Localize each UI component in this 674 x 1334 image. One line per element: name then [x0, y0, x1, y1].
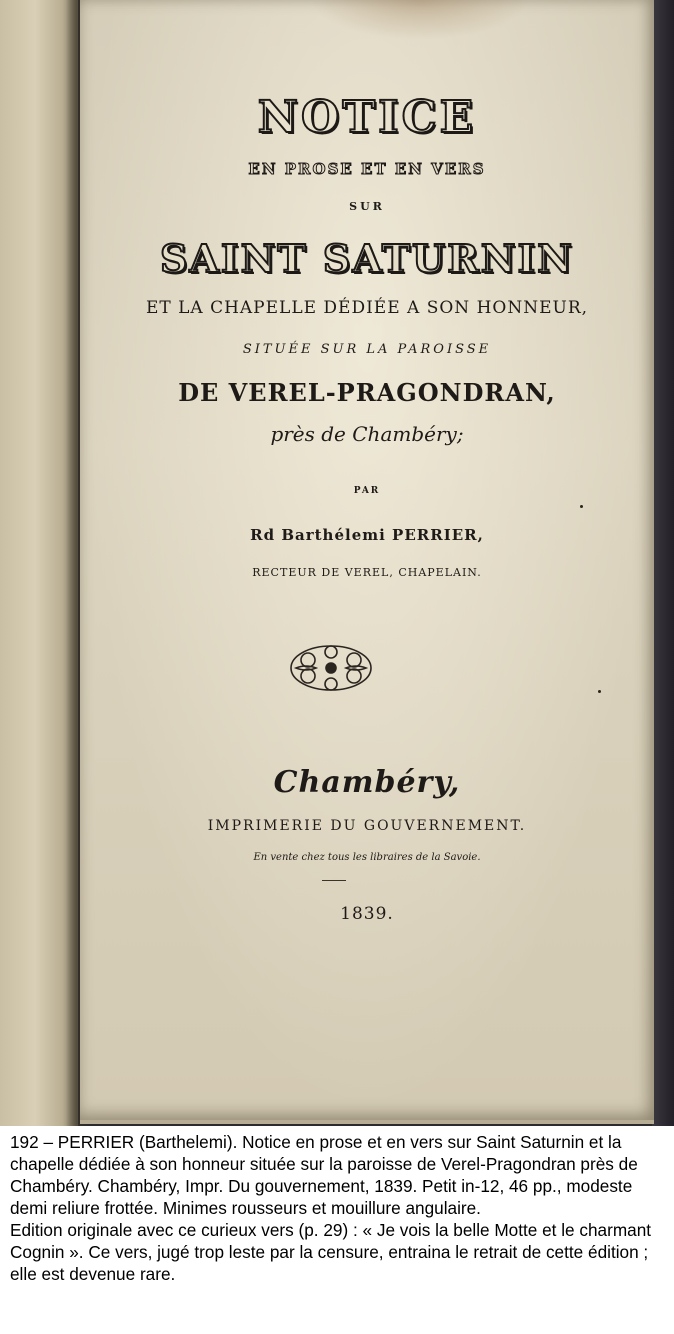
caption-paragraph: Edition originale avec ce curieux vers (p. 29) : « Je vois la belle Motte et le charmant Cognin ». Ce vers, jugé trop leste par la censure, entraina le retrait de cette édition ; elle est devenue rare. [10, 1220, 652, 1284]
situee-line: SITUÉE SUR LA PAROISSE [242, 342, 492, 357]
year-line: 1839. [340, 904, 394, 924]
chapelle-line: ET LA CHAPELLE DÉDIÉE A SON HONNEUR, [145, 298, 589, 318]
foxing-spot [580, 505, 583, 508]
title-page [80, 0, 654, 1124]
ornament-icon [286, 640, 376, 696]
book-subtitle: EN PROSE ET EN VERS [248, 160, 486, 178]
divider [322, 880, 346, 881]
foxing-spot [598, 690, 601, 693]
book-cover-edge [652, 0, 674, 1126]
description-caption [10, 1131, 666, 1285]
saint-name: SAINT SATURNIN [159, 236, 575, 281]
city-line: Chambéry, [273, 765, 461, 800]
par-line: PAR [353, 486, 381, 496]
author-line: Rd Barthélemi PERRIER, [250, 526, 484, 544]
vente-line: En vente chez tous les libraires de la Savoie. [253, 852, 481, 863]
caption-paragraph: 192 – PERRIER (Barthelemi). Notice en prose et en vers sur Saint Saturnin et la chapelle dédiée à son honneur située sur la paroisse de Verel-Pragondran près de Chambéry. Chambéry, Impr. Du gouvernement, 1839. Petit in-12, 46 pp., modeste demi reliure frottée. Minimes rousseurs et mouillure angulaire. [10, 1132, 638, 1218]
pres-line: près de Chambéry; [270, 422, 464, 446]
paroisse-line: DE VEREL-PRAGONDRAN, [178, 378, 556, 407]
recteur-line: RECTEUR DE VEREL, CHAPELAIN. [252, 566, 482, 579]
book-title: NOTICE [257, 92, 477, 143]
paper-stain [310, 0, 530, 40]
sur-line: SUR [349, 200, 385, 213]
imprimerie-line: IMPRIMERIE DU GOUVERNEMENT. [207, 818, 527, 834]
